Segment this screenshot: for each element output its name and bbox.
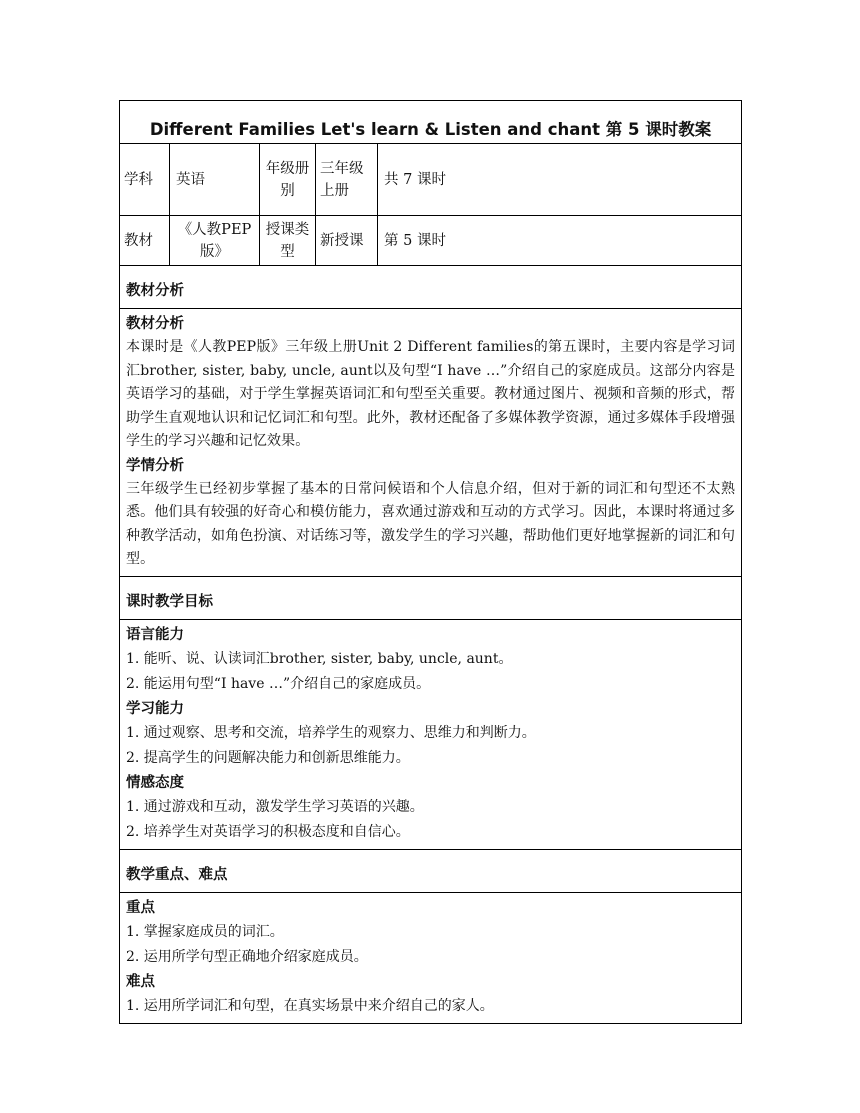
keypoints-section-title: 教学重点、难点 — [120, 849, 742, 892]
analysis-block — [120, 309, 742, 577]
list-item: 1. 通过游戏和互动，激发学生学习英语的兴趣。 — [126, 798, 424, 815]
list-item: 1. 运用所学词汇和句型，在真实场景中来介绍自己的家人。 — [126, 997, 494, 1014]
textbook-analysis-text: 本课时是《人教PEP版》三年级上册Unit 2 Different families的第五课时，主要内容是学习词汇brother, sister, baby, uncle, aunt以及句型“I have …”介绍自己的家庭成员。这部分内容是英语学习的基础，对于学生掌握英语词汇和句型至关重要。教材通过图片、视频和音频的形式，帮助学生直观地认识和记忆词汇和句型。此外，教材还配备了多媒体教学资源，通过多媒体手段增强学生的学习兴趣和记忆效果。 — [126, 339, 736, 449]
emotion-attitude-heading: 情感态度 — [126, 774, 184, 791]
lesson-type-label: 授课类型 — [260, 216, 316, 266]
objectives-section-title: 课时教学目标 — [120, 576, 742, 619]
lesson-type-value: 新授课 — [316, 216, 378, 266]
grade-value: 三年级上册 — [316, 144, 378, 216]
list-item: 2. 能运用句型“I have …”介绍自己的家庭成员。 — [126, 675, 431, 692]
student-analysis-text: 三年级学生已经初步掌握了基本的日常问候语和个人信息介绍，但对于新的词汇和句型还不太熟悉。他们具有较强的好奇心和模仿能力，喜欢通过游戏和互动的方式学习。因此，本课时将通过多种教学活动，如角色扮演、对话练习等，激发学生的学习兴趣，帮助他们更好地掌握新的词汇和句型。 — [126, 480, 736, 567]
keypoints-block — [120, 892, 742, 1023]
document-title: Different Families Let's learn & Listen and chant 第 5 课时教案 — [120, 101, 742, 144]
total-lessons: 共 7 课时 — [378, 144, 742, 216]
lesson-plan-page — [119, 100, 741, 1024]
difficult-points-heading: 难点 — [126, 973, 155, 990]
list-item: 1. 能听、说、认读词汇brother, sister, baby, uncle, aunt。 — [126, 650, 513, 667]
learning-ability-heading: 学习能力 — [126, 700, 184, 717]
analysis-section-title: 教材分析 — [120, 266, 742, 309]
subject-label: 学科 — [120, 144, 170, 216]
lesson-plan-table — [119, 100, 742, 1024]
student-analysis-heading: 学情分析 — [126, 457, 184, 474]
grade-label: 年级册别 — [260, 144, 316, 216]
textbook-value: 《人教PEP版》 — [170, 216, 260, 266]
list-item: 1. 通过观察、思考和交流，培养学生的观察力、思维力和判断力。 — [126, 724, 536, 741]
textbook-analysis-heading: 教材分析 — [126, 316, 184, 332]
key-points-heading: 重点 — [126, 899, 155, 916]
language-ability-heading: 语言能力 — [126, 626, 184, 643]
subject-value: 英语 — [170, 144, 260, 216]
lesson-number: 第 5 课时 — [378, 216, 742, 266]
list-item: 2. 提高学生的问题解决能力和创新思维能力。 — [126, 749, 410, 766]
list-item: 1. 掌握家庭成员的词汇。 — [126, 923, 284, 940]
list-item: 2. 培养学生对英语学习的积极态度和自信心。 — [126, 823, 410, 840]
textbook-label: 教材 — [120, 216, 170, 266]
objectives-block — [120, 619, 742, 849]
list-item: 2. 运用所学句型正确地介绍家庭成员。 — [126, 948, 368, 965]
